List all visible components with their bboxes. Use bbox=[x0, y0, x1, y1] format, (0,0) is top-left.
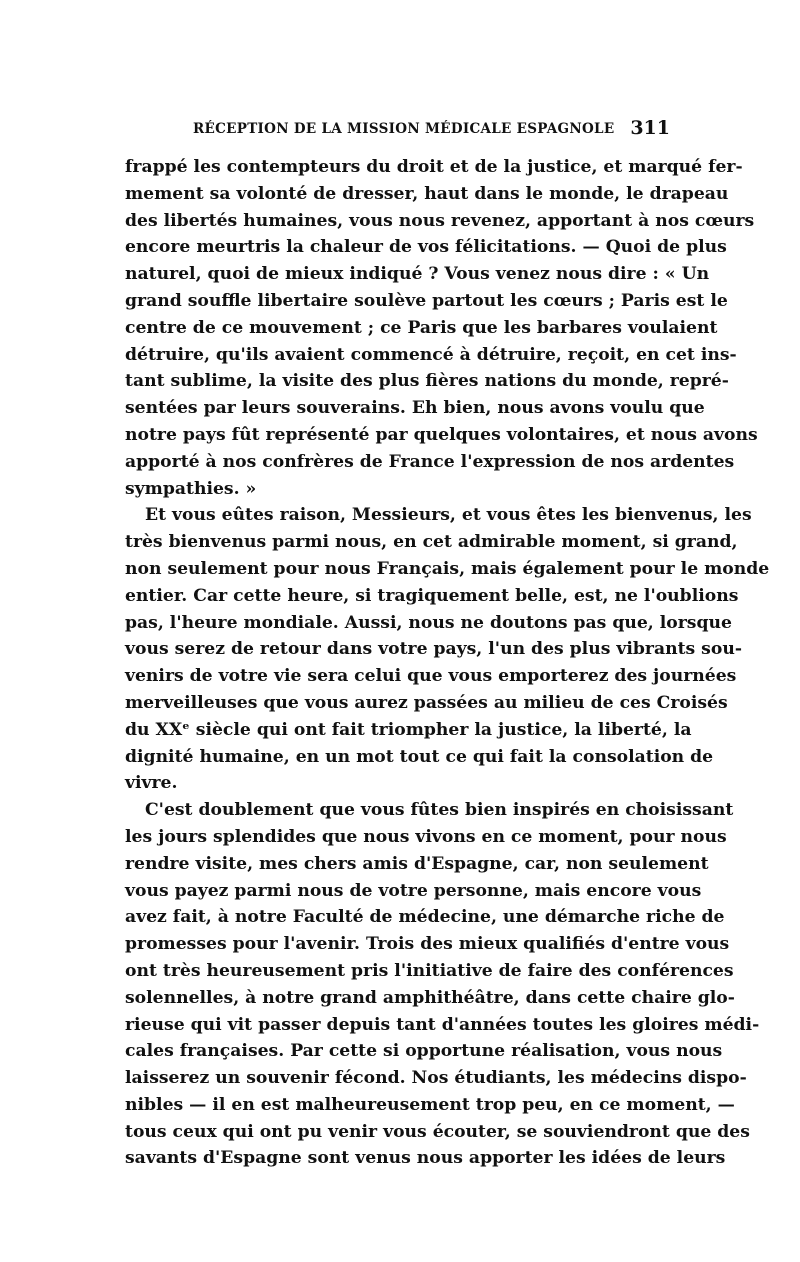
text-line: non seulement pour nous Français, mais également pour le monde bbox=[125, 558, 770, 579]
text-line: nibles — il en est malheureusement trop peu, en ce moment, — bbox=[125, 1094, 735, 1115]
page-number: 311 bbox=[630, 117, 670, 139]
text-line: naturel, quoi de mieux indiqué ? Vous venez nous dire : « Un bbox=[125, 264, 710, 285]
text-line: cales françaises. Par cette si opportune réalisation, vous nous bbox=[125, 1041, 723, 1062]
text-line: vous payez parmi nous de votre personne, mais encore vous bbox=[125, 880, 702, 901]
text-line: pas, l'heure mondiale. Aussi, nous ne doutons pas que, lorsque bbox=[125, 612, 732, 633]
running-header bbox=[125, 117, 670, 143]
text-line: tant sublime, la visite des plus fières nations du monde, repré- bbox=[125, 371, 729, 392]
text-line: très bienvenus parmi nous, en cet admirable moment, si grand, bbox=[125, 532, 738, 553]
text-line: venirs de votre vie sera celui que vous emporterez des journées bbox=[125, 666, 737, 687]
text-line: mement sa volonté de dresser, haut dans le monde, le drapeau bbox=[125, 183, 729, 204]
text-line: C'est doublement que vous fûtes bien inspirés en choisissant bbox=[145, 800, 734, 821]
text-line: apporté à nos confrères de France l'expression de nos ardentes bbox=[125, 451, 735, 472]
text-line: vous serez de retour dans votre pays, l'un des plus vibrants sou- bbox=[125, 639, 742, 660]
text-line: des libertés humaines, vous nous revenez, apportant à nos cœurs bbox=[125, 210, 755, 231]
text-line: notre pays fût représenté par quelques volontaires, et nous avons bbox=[125, 424, 758, 445]
text-line: sympathies. » bbox=[125, 478, 257, 499]
text-line: détruire, qu'ils avaient commencé à détruire, reçoit, en cet ins- bbox=[125, 344, 737, 365]
text-line: rendre visite, mes chers amis d'Espagne, car, non seulement bbox=[125, 853, 709, 874]
text-line: avez fait, à notre Faculté de médecine, une démarche riche de bbox=[125, 907, 725, 928]
text-line: grand souffle libertaire soulève partout les cœurs ; Paris est le bbox=[125, 290, 728, 311]
text-line: merveilleuses que vous aurez passées au milieu de ces Croisés bbox=[125, 692, 728, 713]
text-line: Et vous eûtes raison, Messieurs, et vous êtes les bienvenus, les bbox=[145, 505, 752, 526]
text-line: frappé les contempteurs du droit et de la justice, et marqué fer- bbox=[125, 157, 743, 177]
text-line: sentées par leurs souverains. Eh bien, nous avons voulu que bbox=[125, 398, 705, 419]
text-line: du XXᵉ siècle qui ont fait triompher la justice, la liberté, la bbox=[125, 719, 692, 740]
text-line: laisserez un souvenir fécond. Nos étudiants, les médecins dispo- bbox=[125, 1068, 747, 1089]
text-line: rieuse qui vit passer depuis tant d'années toutes les gloires médi- bbox=[125, 1014, 760, 1035]
text-line: ont très heureusement pris l'initiative de faire des conférences bbox=[125, 960, 734, 981]
text-line: solennelles, à notre grand amphithéâtre, dans cette chaire glo- bbox=[125, 987, 735, 1008]
text-line: savants d'Espagne sont venus nous apporter les idées de leurs bbox=[125, 1148, 726, 1169]
text-line: tous ceux qui ont pu venir vous écouter, se souviendront que des bbox=[125, 1121, 750, 1142]
text-line: entier. Car cette heure, si tragiquement belle, est, ne l'oublions bbox=[125, 585, 739, 606]
text-line: centre de ce mouvement ; ce Paris que les barbares voulaient bbox=[125, 317, 718, 338]
body-text bbox=[125, 154, 770, 1172]
running-title: RÉCEPTION DE LA MISSION MÉDICALE ESPAGNOLE bbox=[193, 121, 615, 137]
text-line: dignité humaine, en un mot tout ce qui fait la consolation de bbox=[125, 746, 714, 767]
text-line: encore meurtris la chaleur de vos félicitations. — Quoi de plus bbox=[125, 237, 727, 258]
text-line: vivre. bbox=[125, 773, 178, 794]
text-line: promesses pour l'avenir. Trois des mieux qualifiés d'entre vous bbox=[125, 934, 730, 955]
text-line: les jours splendides que nous vivons en ce moment, pour nous bbox=[125, 826, 727, 847]
